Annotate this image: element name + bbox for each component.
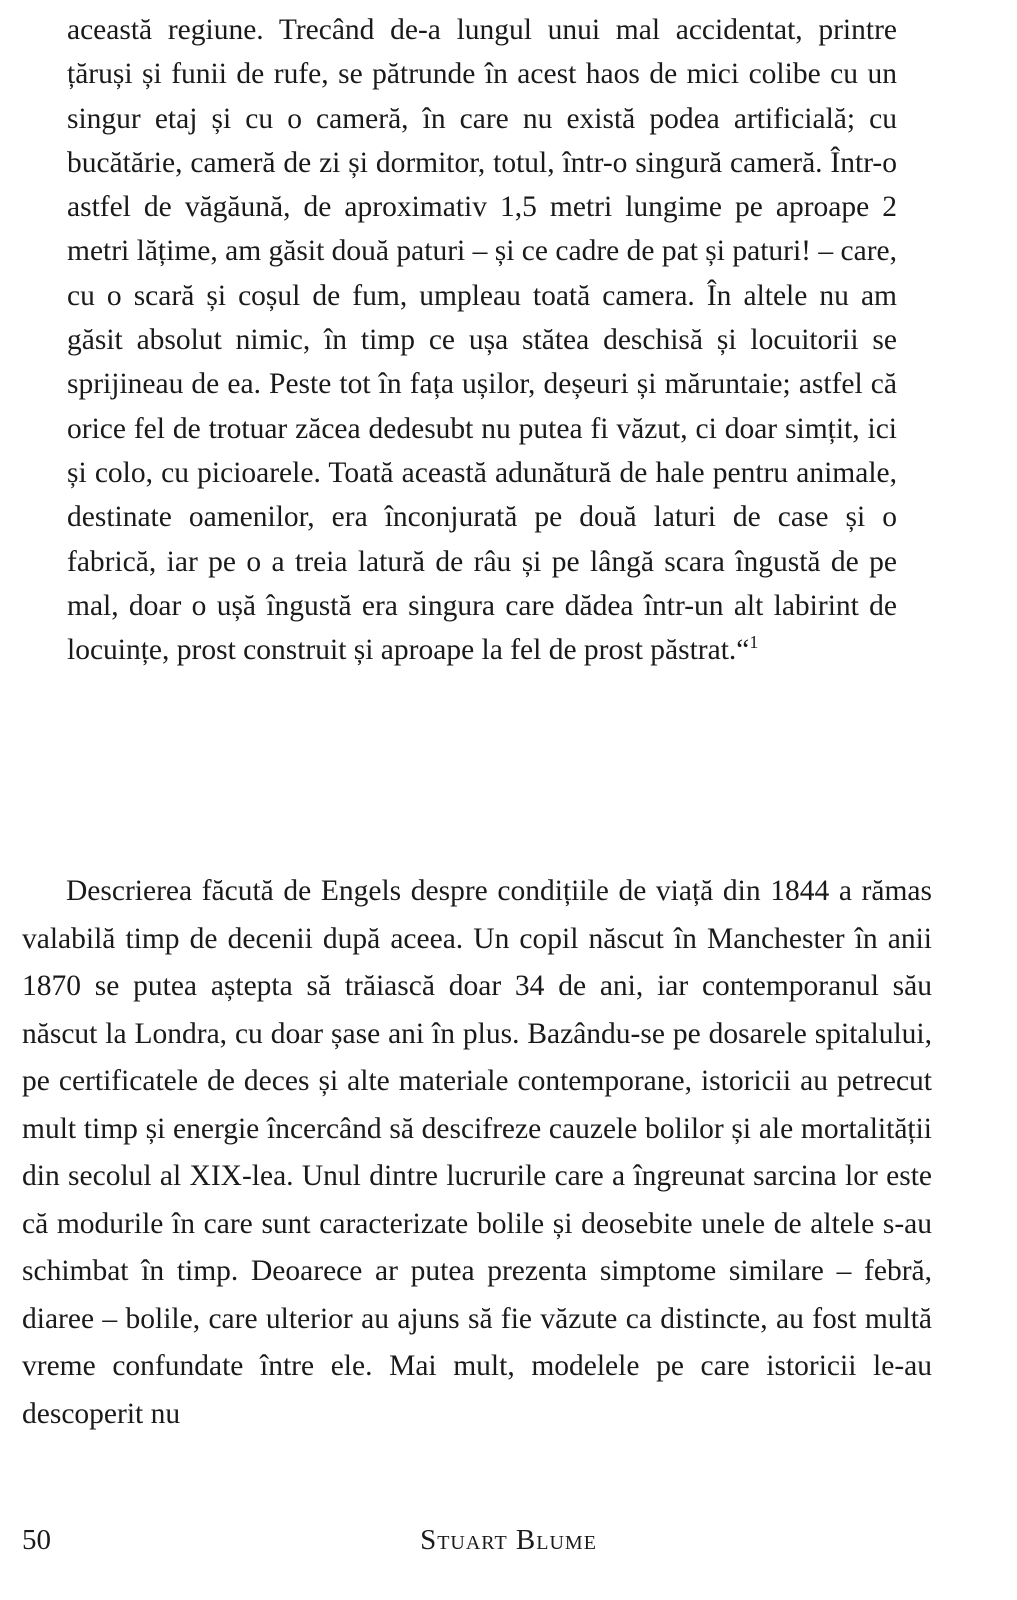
block-quote xyxy=(67,8,897,672)
footnote-marker: 1 xyxy=(749,632,759,653)
running-head-author: Stuart Blume xyxy=(420,1524,597,1556)
page-number: 50 xyxy=(22,1524,51,1556)
body-paragraph: Descrierea făcută de Engels despre condițiile de viață din 1844 a rămas valabilă timp de decenii după aceea. Un copil născut în Manchester în anii 1870 se putea aștepta să trăiască doar 34 de ani, iar contemporanul său născut la Londra, cu doar șase ani în plus. Bazându-se pe dosarele spitalului, pe certificatele de deces și alte materiale contemporane, istoricii au petrecut mult timp și energie încercând să descifreze cauzele bolilor și ale mortalității din secolul al XIX-lea. Unul dintre lucrurile care a îngreunat sarcina lor este că modurile în care sunt caracterizate bolile și deosebite unele de altele s-au schimbat în timp. Deoarece ar putea prezenta simptome similare – febră, diaree – bolile, care ulterior au ajuns să fie văzute ca distincte, au fost multă vreme confundate între ele. Mai mult, modelele pe care istoricii le-au descoperit nu xyxy=(22,875,932,1430)
quote-text: această regiune. Trecând de-a lungul unui mal accidentat, printre țăruși și funii de rufe, se pătrunde în acest haos de mici colibe cu un singur etaj și cu o cameră, în care nu există podea artificială; cu bucătărie, cameră de zi și dormitor, totul, într-o singură cameră. Într-o astfel de văgăună, de aproximativ 1,5 metri lungime pe aproape 2 metri lățime, am găsit două paturi – și ce cadre de pat și paturi! – care, cu o scară și coșul de fum, umpleau toată camera. În altele nu am găsit absolut nimic, în timp ce ușa stătea deschisă și locuitorii se sprijineau de ea. Peste tot în fața ușilor, deșeuri și măruntaie; astfel că orice fel de trotuar zăcea dedesubt nu putea fi văzut, ci doar simțit, ici și colo, cu picioarele. Toată această adunătură de hale pentru animale, destinate oamenilor, era înconjurată pe două laturi de case și o fabrică, iar pe o a treia latură de râu și pe lângă scara îngustă de pe mal, doar o ușă îngustă era singura care dădea într-un alt labirint de locuințe, prost construit și aproape la fel de prost păstrat.“ xyxy=(67,14,897,667)
page-footer xyxy=(0,1520,1017,1560)
